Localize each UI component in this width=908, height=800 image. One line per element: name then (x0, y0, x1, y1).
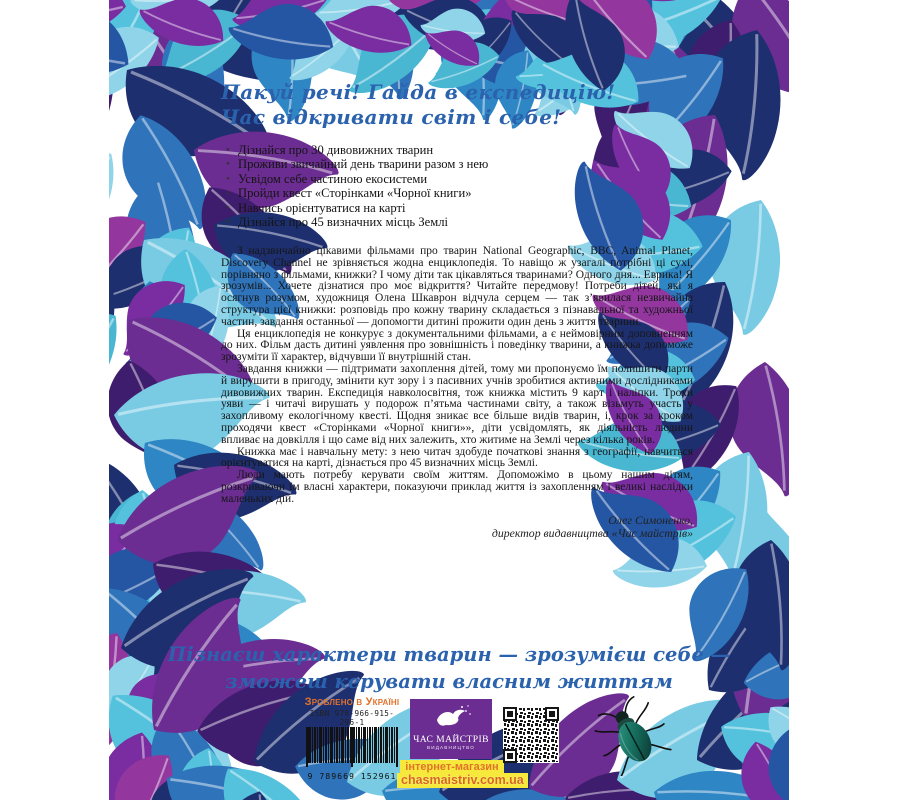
body-paragraph: Ця енциклопедія не конкурує з документальними фільмами, а є неймовірним доповненням до них. Фільм дасть дитині уявлення про зовнішність і поведінку тварини, а книжка допоможе зрозуміти її характер, відчувши її внутрішній стан. (221, 327, 693, 364)
heading-line-2: Час відкривати світ і себе! (221, 105, 562, 129)
signature-title: директор видавництва «Час майстрів» (491, 526, 693, 541)
bullet-item: • Проживи звичайний день тварини разом з нею (225, 157, 488, 171)
signature-name: Олег Симоненко, (608, 512, 693, 527)
barcode (303, 727, 401, 767)
publisher-subtitle: ВИДАВНИЦТВО (426, 745, 476, 750)
book-back-cover (109, 0, 789, 800)
shop-label: інтернет-магазин (400, 760, 503, 773)
body-paragraph: Книжка має і навчальну мету: з нею читач здобуде початкові знання з географії, навчиться орієнтуватися на карті, дізнається про 45 визначних місць Землі. (221, 445, 693, 470)
footer-row (109, 694, 789, 800)
body-paragraph: З надзвичайно цікавими фільмами про тварин National Geographic, BBC, Animal Planet, Discovery Channel не зрівняється жодна енциклопедія. То навіщо ж узагалі потрібні ці сухі, порівняно з фільмами, книжки? І чому діти так цікавляться тваринами? Одного дня... Еврика! Я зрозумів... Хочете дізнатися про моє відкриття? Читайте передмову! Потреби дітей, які я осягнув розумом, художниця Олена Шкаврон відчула серцем — так з’явилася незвичайна структура цієї книжки: розповідь про кожну тварину складається з пізнавальної та художньої частин, завдання останньої — допомогти дитині прожити один день з життя тварини. (221, 245, 693, 328)
cover-content (109, 0, 789, 800)
body-paragraph: Завдання книжки — підтримати захоплення дітей, тому ми пропонуємо їм полишити парти й вирушити в пригоду, змінити кут зору і з пасивних учнів зробитися активними дослідниками дивовижних тварин. Експедиція навколосвітня, тож книжка містить 9 карт і наліпки. Трохи уяви — і читачі вирушать у подорож п’ятьма частинами світу, а також візьмуть участь у захопливому екологічному квесті. Щодня зникає все більше видів тварин, і, крок за кроком проходячи квест «Сторінками «Чорної книги»», діти усвідомлять, як діяльність людини впливає на довкілля і що саме від них залежить, хто житиме на Землі через кілька років. (221, 362, 693, 446)
barcode-block (300, 696, 404, 781)
shop-url: chasmaistriv.com.ua (397, 773, 528, 788)
isbn-label: ISBN 978-966-915-296-1 (309, 709, 395, 727)
publisher-name: ЧАС МАЙСТРІВ (413, 734, 489, 745)
feature-bullet-list (225, 143, 488, 229)
online-shop-block (397, 760, 524, 788)
signature-block (221, 514, 693, 541)
beetle-illustration (591, 692, 675, 776)
bullet-item: • Навчись орієнтуватися на карті (225, 201, 488, 215)
publisher-logo (410, 699, 492, 759)
bullet-item: • Пройди квест «Сторінками «Чорної книги» (225, 186, 488, 200)
tagline-script (149, 641, 749, 695)
made-in-label: Зроблено в Україні (304, 696, 400, 708)
cover-heading (221, 80, 615, 130)
tagline-line-1: Пізнаєш характери тварин — зрозумієш себе — (167, 643, 731, 666)
bullet-item: • Дізнайся про 30 дивовижних тварин (225, 143, 488, 157)
annotation-text (221, 246, 693, 541)
qr-code (503, 707, 559, 763)
bullet-item: • Дізнайся про 45 визначних місць Землі (225, 215, 488, 229)
body-paragraph: Люди мають потребу керувати своїм життям. Допоможімо в цьому нашим дітям, розкриваючи їм власні характери, показуючи приклад життя із захопленням і великі наслідки маленьких дій. (221, 469, 693, 505)
barcode-digits: 9 789669 152961 (307, 771, 397, 781)
dove-icon (429, 702, 473, 728)
heading-line-1: Пакуй речі! Гайда в експедицію! (221, 80, 616, 104)
bullet-item: • Усвідом себе частиною екосистеми (225, 172, 488, 186)
tagline-line-2: зможеш керувати власним життям (225, 670, 673, 693)
